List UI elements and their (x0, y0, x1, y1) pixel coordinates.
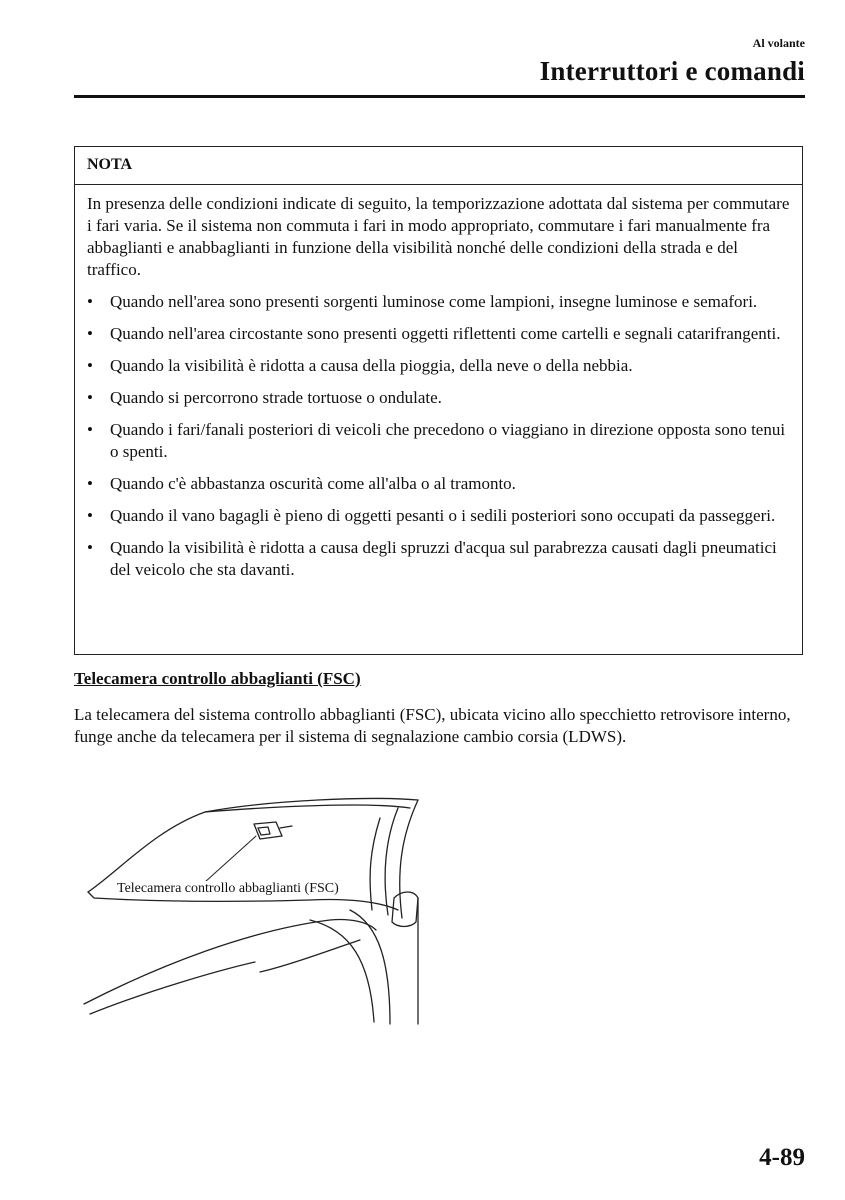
windshield-outline (88, 799, 418, 893)
hood-line-2 (90, 962, 255, 1014)
leader-line (205, 836, 256, 882)
roof-edge (205, 805, 410, 812)
hood-line-1 (84, 919, 376, 1004)
windshield-camera-illustration (80, 790, 425, 1030)
note-heading: NOTA (75, 147, 802, 185)
a-pillar-outer (400, 800, 418, 918)
header-divider (74, 95, 805, 98)
list-item: • Quando la visibilità è ridotta a causa degli spruzzi d'acqua sul parabrezza causati dagli pneumatici del veicolo che sta davanti. (87, 538, 777, 579)
bullet-icon: • (87, 388, 93, 407)
list-item: • Quando nell'area sono presenti sorgenti luminose come lampioni, insegne luminose e semafori. (87, 292, 758, 311)
bullet-icon: • (87, 356, 93, 375)
mirror-stem (280, 826, 292, 828)
bullet-icon: • (87, 474, 93, 493)
page-title: Interruttori e comandi (539, 56, 805, 86)
fender-line (310, 920, 374, 1022)
list-item: • Quando c'è abbastanza oscurità come all'alba o al tramonto. (87, 474, 516, 493)
note-bullet-list (87, 291, 790, 581)
camera-housing (258, 827, 270, 835)
list-item: • Quando i fari/fanali posteriori di veicoli che precedono o viaggiano in direzione opposta sono tenui o spenti. (87, 420, 786, 461)
a-pillar-inner (385, 808, 398, 915)
a-pillar (370, 818, 380, 910)
section-heading: Telecamera controllo abbaglianti (FSC) (74, 669, 361, 688)
bullet-icon: • (87, 420, 93, 439)
list-item: • Quando nell'area circostante sono presenti oggetti riflettenti come cartelli e segnali catarifrangenti. (87, 324, 781, 343)
list-item: • Quando il vano bagagli è pieno di oggetti pesanti o i sedili posteriori sono occupati da passeggeri. (87, 506, 776, 525)
section-paragraph: La telecamera del sistema controllo abbaglianti (FSC), ubicata vicino allo specchietto retrovisore interno, funge anche da telecamera per il sistema di segnalazione cambio corsia (LDWS). (74, 705, 791, 746)
hood-line-3 (260, 940, 360, 972)
fender-line-2 (350, 910, 390, 1024)
list-item: • Quando la visibilità è ridotta a causa della pioggia, della neve o della nebbia. (87, 356, 633, 375)
list-item: • Quando si percorrono strade tortuose o ondulate. (87, 388, 442, 407)
bullet-icon: • (87, 292, 93, 311)
figure-callout-label: Telecamera controllo abbaglianti (FSC) (117, 881, 339, 896)
note-box (74, 146, 803, 655)
note-intro: In presenza delle condizioni indicate di seguito, la temporizzazione adottata dal sistema per commutare i fari varia. Se il sistema non commuta i fari in modo appropriato, commutare i fari manualmente fra abbaglianti e anabbaglianti in funzione della visibilità nonché delle condizioni della strada e del traffico. (87, 194, 790, 279)
rearview-mirror (254, 822, 282, 839)
bullet-icon: • (87, 324, 93, 343)
note-body (75, 185, 802, 581)
bullet-icon: • (87, 538, 93, 557)
running-header-section: Al volante (752, 36, 805, 50)
page-number: 4-89 (759, 1144, 805, 1171)
bullet-icon: • (87, 506, 93, 525)
